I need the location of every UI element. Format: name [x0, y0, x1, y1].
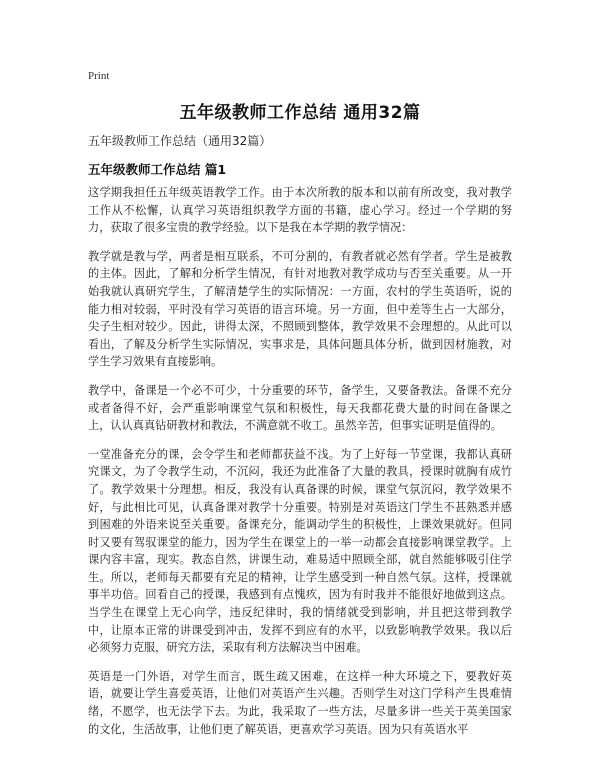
paragraph: 这学期我担任五年级英语教学工作。由于本次所教的版本和以前有所改变，我对教学工作从不松懈，认真学习英语组织教学方面的书籍，虚心学习。经过一个学期的努力，获取了很多宝贵的教学经验。以下是我在本学期的教学情况：	[88, 186, 512, 235]
section-heading: 五年级教师工作总结 篇1	[88, 162, 227, 177]
paragraph: 一堂准备充分的课，会令学生和老师都获益不浅。为了上好每一节堂课，我都认真研究课文，为了令教学生动，不沉闷，我还为此准备了大量的教具，授课时就胸有成竹了。教学效果十分理想。相反，我没有认真备课的时候，课堂气氛沉闷，教学效果不好，与此相比可见，认真备课对教学十分重要。特别是对英语这门学生不甚熟悉并感到困难的外语来说至关重要。备课充分，能调动学生的积极性，上课效果就好。但同时又要有驾驭课堂的能力，因为学生在课堂上的一举一动都会直接影响课堂教学。上课内容丰富，现实。教态自然，讲课生动，难易适中照顾全部，就自然能够吸引住学生。所以，老师每天都要有充足的精神，让学生感受到一种自然气氛。这样，授课就事半功倍。回看自己的授课，我感到有点愧疚，因为有时我并不能很好地做到这点。当学生在课堂上无心向学，违反纪律时，我的情绪就受到影响，并且把这带到教学中，让原本正常的讲课受到冲击，发挥不到应有的水平，以致影响教学效果。我以后必须努力克服，研究方法，采取有利方法解决当中困难。	[88, 447, 512, 655]
document-body	[88, 184, 512, 749]
document-subtitle: 五年级教师工作总结（通用32篇）	[88, 134, 272, 148]
page-title: 五年级教师工作总结 通用32篇	[179, 103, 421, 123]
paragraph: 英语是一门外语，对学生而言，既生疏又困难，在这样一种大环境之下，要教好英语，就要让学生喜爱英语，让他们对英语产生兴趣。否则学生对这门学科产生畏难情绪，不愿学，也无法学下去。为此，我采取了一些方法，尽量多讲一些关于英美国家的文化，生活故事，让他们更了解英语，更喜欢学习英语。因为只有英语水平	[88, 669, 512, 736]
print-link[interactable]: Print	[88, 70, 110, 82]
paragraph: 教学就是教与学，两者是相互联系，不可分割的，有教者就必然有学者。学生是被教的主体。因此，了解和分析学生情况，有针对地教对教学成功与否至关重要。从一开始我就认真研究学生，了解清楚学生的实际情况：一方面，农村的学生英语听，说的能力相对较弱，平时没有学习英语的语言环境。另一方面，但中差等生占一大部分，尖子生相对较少。因此，讲得太深，不照顾到整体，教学效果不会理想的。从此可以看出，了解及分析学生实际情况，实事求是，具体问题具体分析，做到因材施教，对学生学习效果有直接影响。	[88, 249, 512, 369]
paragraph: 教学中，备课是一个必不可少，十分重要的环节，备学生，又要备教法。备课不充分或者备得不好，会严重影响课堂气氛和积极性，每天我都花费大量的时间在备课之上，认认真真钻研教材和教法，不满意就不收工。虽然辛苦，但事实证明是值得的。	[88, 383, 512, 433]
